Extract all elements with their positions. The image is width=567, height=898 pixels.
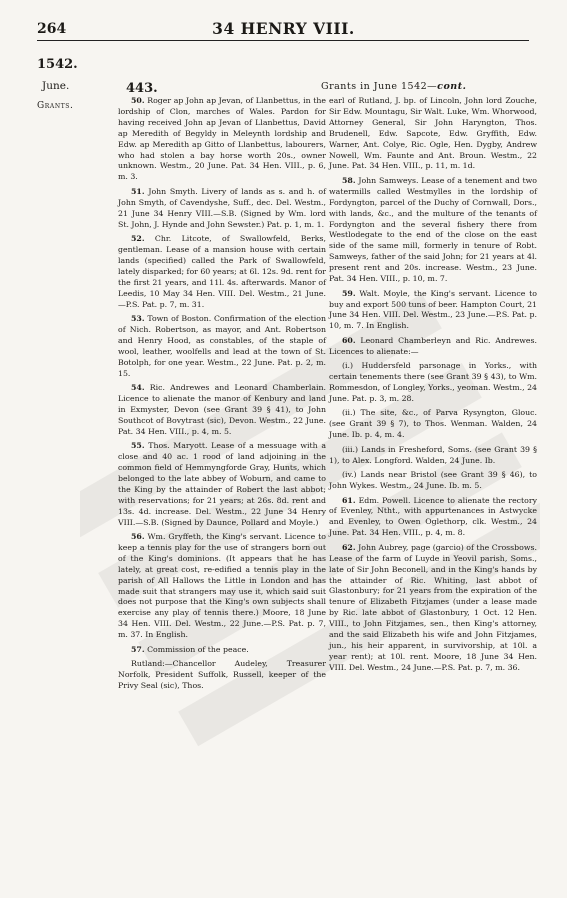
document-title-prefix: Grants in June 1542— <box>321 81 438 92</box>
entry-text: Wm. Gryffeth, the King's servant. Licence to keep a tennis play for the use of strangers born out of the King's dominions. (It appears that he has lately, at great cost, re-edified a tennis play in the parish of All Hallows the Little in London and has made suit that strangers may use it, which said suit does not purpose that the King's own subjects shall exercise any play of tennis there.) Moore, 18 June 34 Hen. VIII. Del. Westm., 22 June.—P.S. Pat. p. 7, m. 37. In English. <box>118 532 326 640</box>
margin-year: 1542. <box>37 57 78 72</box>
margin-month: June. <box>42 80 70 92</box>
entry-paragraph <box>329 361 537 405</box>
entry-number: 60. <box>342 335 356 345</box>
entry-number: 58. <box>342 175 356 185</box>
document-number: 443. <box>126 81 158 96</box>
entry-paragraph <box>118 659 326 692</box>
header-rule <box>37 40 529 41</box>
entry-text: (ii.) The site, &c., of Parva Rysyngton, Glouc. (see Grant 39 § 7), to Thos. Wenman. Walden, 24 June. Ib. p. 4, m. 4. <box>329 408 537 440</box>
entry-number: 59. <box>342 288 356 298</box>
entry-text: John Smyth. Livery of lands as s. and h. of John Smyth, of Cavendyshe, Suff., dec. Del. Westm., 21 June 34 Henry VIII.—S.B. (Signed by Wm. lord St. John, J. Hynde and John Sewster.) Pat. p. 1, m. 1. <box>118 186 327 229</box>
entry-number: 54. <box>131 383 145 393</box>
entry-text: Roger ap John ap Jevan, of Llanbettus, in the lordship of Clon, marches of Wales. Pardon for having received John ap Jevan of Llanbettus, David ap Meredith of Begyldy in Meleynth lordship and Edw. ap Meredith ap Gitto of Llanbettus, labourers, who had stolen a bay horse worth 20s., owner unknown. Westm., 20 June. Pat. 34 Hen. VIII., p. 6, m. 3. <box>118 96 326 182</box>
entry-text: (i.) Huddersfeld parsonage in Yorks., with certain tenements there (see Grant 39 § 43), to Wm. Rommesdon, of Longley, Yorks., yeoman. Westm., 24 June. Pat. p. 3, m. 28. <box>329 361 537 403</box>
entry-number: 61. <box>342 495 356 505</box>
entry-paragraph <box>118 383 326 438</box>
entry-number: 52. <box>131 234 145 244</box>
left-column <box>118 96 326 695</box>
entry-paragraph <box>118 96 326 183</box>
entry-text: Thos. Maryott. Lease of a messuage with a close and 40 ac. 1 rood of land adjoining in the common field of Hemmyngforde Gray, Hunts, which belonged to the late abbey of Woburn, and came to the King by the attainder of Robert the last abbot; with reservations; for 21 years; at 26s. 8d. rent and 13s. 4d. increase. Del. Westm., 22 June 34 Henry VIII.—S.B. (Signed by Daunce, Pollard and Moyle.) <box>118 441 326 527</box>
entry-paragraph <box>118 441 326 528</box>
entry-paragraph <box>118 532 326 641</box>
entry-text: John Aubrey, page (garcio) of the Crossbows. Lease of the farm of Luyde in Yeovil parish, Soms., late of Sir John Beconell, and in the King's hands by the attainder of Ric. Whiting, last abbot of Glastonbury; for 21 years from the expiration of the tenure of Elizabeth Fitzjames (under a lease made by Ric. late abbot of Glastonbury, 1 Oct. 12 Hen. VIII., to John Fitzjames, sen., then King's attorney, and the said Elizabeth his wife and John Fitzjames, jun., his heir apparent, in survivorship, at 10l. a year rent); at 10l. rent. Moore, 18 June 34 Hen. VIII. Del. Westm., 24 June.—P.S. Pat. p. 7, m. 36. <box>329 542 537 672</box>
entry-number: 50. <box>131 96 145 105</box>
document-title <box>321 81 466 92</box>
entry-number: 62. <box>342 542 356 552</box>
entry-number: 55. <box>131 441 145 451</box>
entry-text: Leonard Chamberleyn and Ric. Andrewes. Licences to alienate:— <box>329 335 537 356</box>
entry-text: earl of Rutland, J. bp. of Lincoln, John lord Zouche, Sir Edw. Mountagu, Sir Walt. Luke, Wm. Whorwood, Attorney General, Sir John Haryngton, Thos. Brudenell, Edw. Sapcote, Edw. Gryffith, Edw. Warner, Ant. Colye, Ric. Ogle, Hen. Dygby, Andrew Nowell, Wm. Faunte and Ant. Broun. Westm., 22 June. Pat. 34 Hen. VIII., p. 11, m. 1d. <box>329 96 537 171</box>
entry-text: John Samweys. Lease of a tenement and two watermills called Westmylles in the lordship of Fordyngton, parcel of the Duchy of Cornwall, Dors., with lands, &c., and the multure of the tenants of Fordyngton and the several fishery there from Westlodegate to the end of the close on the east side of the same mill, formerly in tenure of Robt. Samweys, father of the said John; for 21 years at 4l. present rent and 20s. increase. Westm., 23 June. Pat. 34 Hen. VIII., p. 10, m. 7. <box>329 175 537 284</box>
entry-text: Ric. Andrewes and Leonard Chamberlain. Licence to alienate the manor of Kenbury and land in Exmyster, Devon (see Grant 39 § 41), to John Southcot of Bovytrast (sic), Devon. Westm., 22 June. Pat. 34 Hen. VIII., p. 4, m. 5. <box>118 383 326 436</box>
entry-text: (iv.) Lands near Bristol (see Grant 39 § 46), to John Wykes. Westm., 24 June. Ib. m. 5. <box>329 470 537 491</box>
entry-paragraph <box>118 234 326 310</box>
entry-paragraph <box>329 408 537 441</box>
entry-paragraph <box>329 470 537 492</box>
entry-paragraph <box>329 543 537 674</box>
entry-paragraph <box>329 176 537 285</box>
document-title-suffix: cont. <box>437 81 467 92</box>
entry-paragraph <box>118 645 326 656</box>
entry-text: Town of Boston. Confirmation of the election of Nich. Robertson, as mayor, and Ant. Robertson and Henry Hood, as constables, of the staple of wool, leather, woolfells and lead at the town of St. Botolph, for one year. Westm., 22 June. Pat. p. 2, m. 15. <box>118 314 326 378</box>
entry-paragraph <box>118 314 326 379</box>
running-title: 34 HENRY VIII. <box>212 19 355 38</box>
entry-text: (iii.) Lands in Fresheford, Soms. (see Grant 39 § 1), to Alex. Longford. Walden, 24 June. Ib. <box>329 444 537 465</box>
entry-paragraph <box>329 445 537 467</box>
entry-text: Walt. Moyle, the King's servant. Licence to buy and export 500 tuns of beer. Hampton Court, 21 June 34 Hen. VIII. Del. Westm., 23 June.—P.S. Pat. p. 10, m. 7. In English. <box>329 288 537 331</box>
entry-paragraph <box>329 336 537 358</box>
entry-paragraph <box>329 496 537 540</box>
margin-side-note: Grants. <box>37 101 74 111</box>
entry-text: Chr. Litcote, of Swallowfeld, Berks, gentleman. Lease of a mansion house with certain lands (specified) called the Park of Swallowfeld, lately disparked; for 60 years; at 6l. 12s. 9d. rent for the first 21 years, and 11l. 4s. afterwards. Manor of Leedis, 10 May 34 Hen. VIII. Del. Westm., 21 June.—P.S. Pat. p. 7, m. 31. <box>118 234 326 309</box>
entry-text: Rutland:—Chancellor Audeley, Treasurer Norfolk, President Suffolk, Russell, keeper of the Privy Seal (sic), Thos. <box>118 659 326 690</box>
entry-paragraph <box>118 187 326 231</box>
page-number: 264 <box>37 21 67 37</box>
entry-paragraph <box>329 289 537 333</box>
entry-number: 51. <box>131 186 145 196</box>
entry-paragraph <box>329 96 537 172</box>
entry-text: Edm. Powell. Licence to alienate the rectory of Evenley, Ntht., with appurtenances in Astwycke and Evenley, to Owen Oglethorp, clk. Westm., 24 June. Pat. 34 Hen. VIII., p. 4, m. 8. <box>329 495 538 538</box>
entry-number: 53. <box>131 314 145 323</box>
entry-number: 57. <box>131 644 145 654</box>
right-column <box>329 96 537 677</box>
entry-number: 56. <box>131 532 145 541</box>
entry-text: Commission of the peace. <box>147 644 249 654</box>
